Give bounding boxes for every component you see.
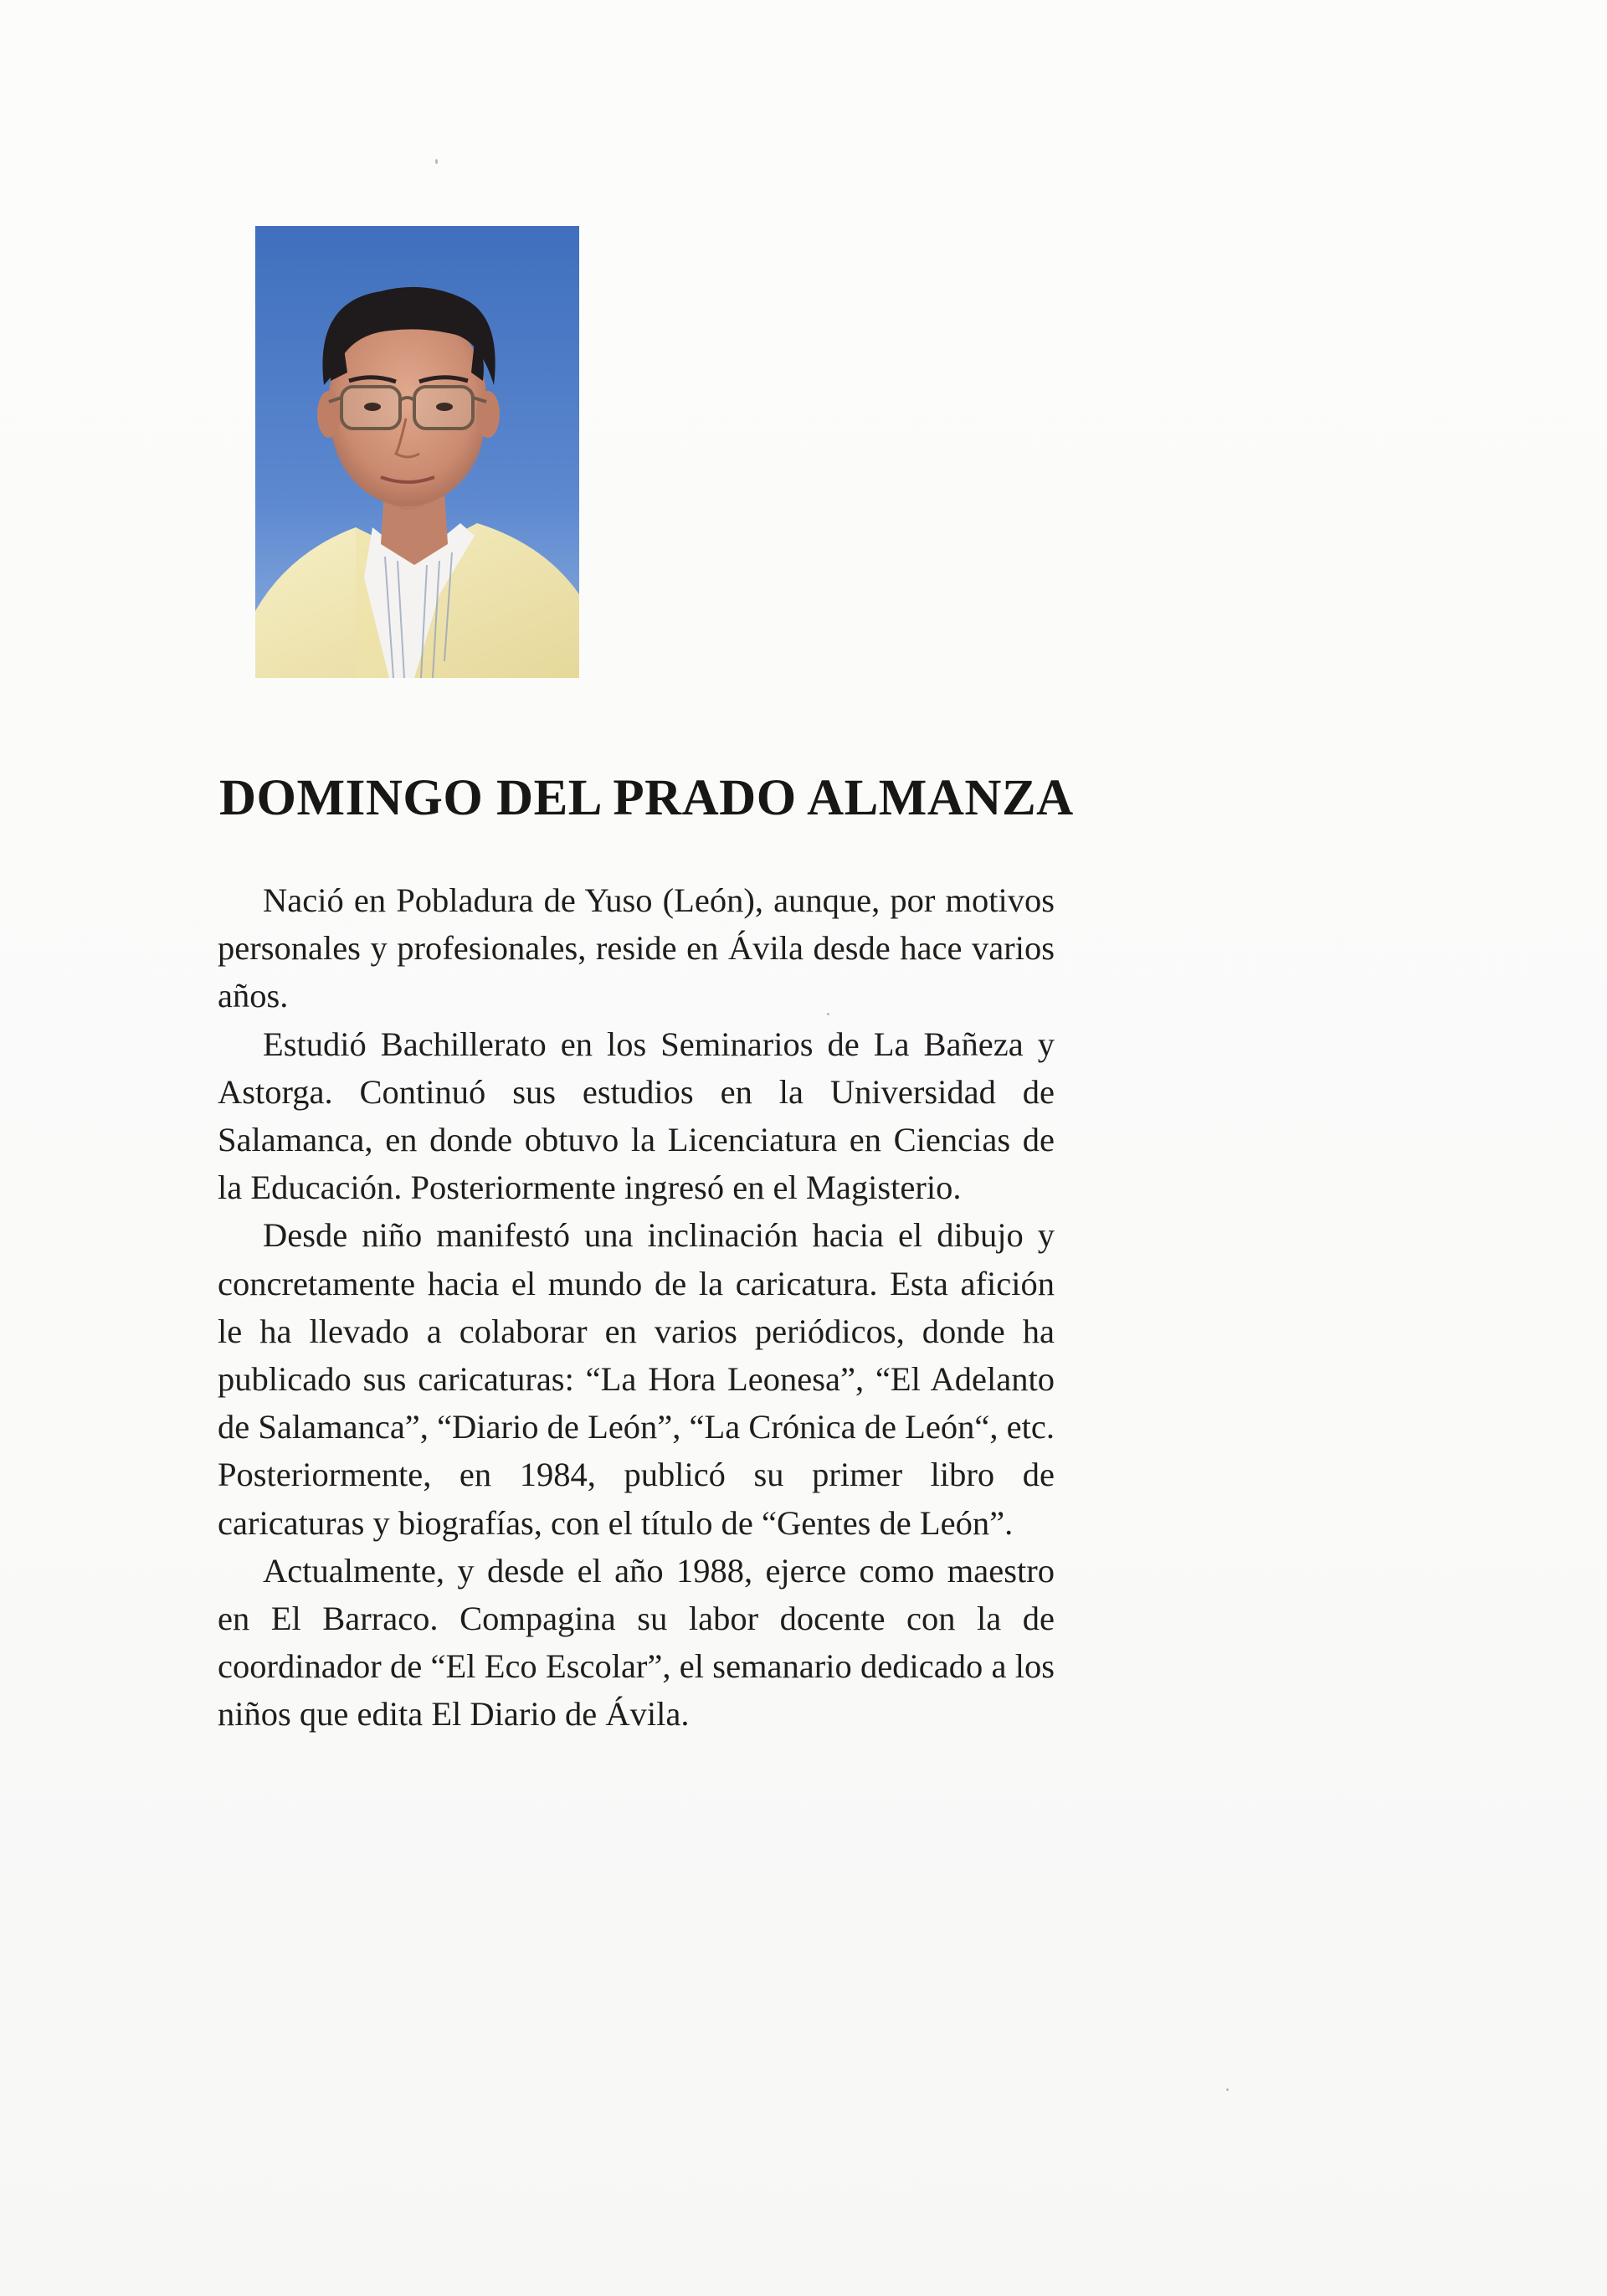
biography-paragraph: Estudió Bachillerato en los Seminarios de La Bañeza y Astorga. Continuó sus estudios en la Universidad de Salamanca, en donde obtuvo la Licenciatura en Ciencias de la Educación. Posteriormente ingresó en el Magisterio. — [218, 1025, 1055, 1207]
biography-paragraph: Actualmente, y desde el año 1988, ejerce como maestro en El Barraco. Compagina su labor docente con la de coordinador de “El Eco Escolar”, el semanario dedicado a los niños que edita El Diario de Ávila. — [218, 1551, 1055, 1734]
paper-speck — [435, 159, 438, 164]
biography-text — [218, 876, 1055, 1739]
author-name-heading: DOMINGO DEL PRADO ALMANZA — [219, 770, 1074, 826]
biography-paragraph: Desde niño manifestó una inclinación hacia el dibujo y concretamente hacia el mundo de la caricatura. Esta afición le ha llevado a colaborar en varios periódicos, donde ha publicado sus caricaturas: “La Hora Leonesa”, “El Adelanto de Salamanca”, “Diario de León”, “La Crónica de León“, etc. Posteriormente, en 1984, publicó su primer libro de caricaturas y biografías, con el título de “Gentes de León”. — [218, 1216, 1055, 1542]
author-portrait-photo — [255, 226, 579, 678]
portrait-photo-icon — [255, 226, 579, 678]
biography-paragraph: Nació en Pobladura de Yuso (León), aunque, por motivos personales y profesionales, reside en Ávila desde hace varios años. — [218, 881, 1055, 1015]
paper-speck — [1226, 2088, 1229, 2091]
